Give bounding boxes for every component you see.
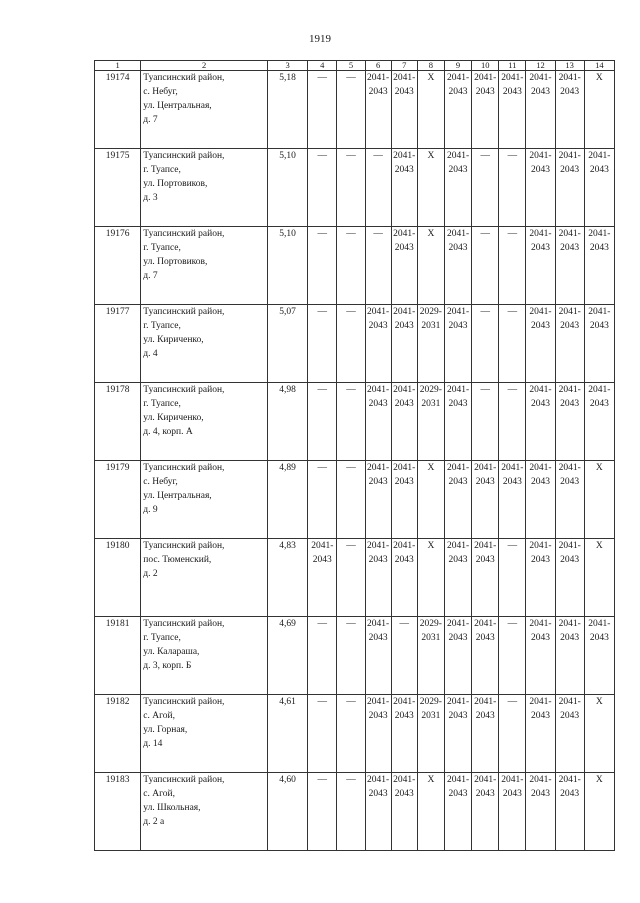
address-line: с. Агой, [143, 789, 175, 799]
column-number-header: 9 [444, 61, 471, 71]
schedule-cell: — [472, 383, 499, 461]
address-line: д. 9 [143, 505, 158, 515]
address-line: ул. Калараша, [143, 647, 200, 657]
schedule-cell: 2041- 2043 [444, 305, 471, 383]
table-row [95, 461, 615, 539]
column-number-header: 1 [95, 61, 141, 71]
schedule-cell: 2041- 2043 [555, 149, 584, 227]
address-line: Туапсинский район, [143, 463, 225, 473]
row-id-cell: 19183 [95, 773, 141, 851]
address-line: д. 4 [143, 349, 158, 359]
address-cell [141, 227, 268, 305]
area-value-cell: 4,89 [267, 461, 307, 539]
address-cell [141, 71, 268, 149]
address-line: Туапсинский район, [143, 541, 225, 551]
schedule-cell: 2041- 2043 [584, 383, 614, 461]
schedule-cell: 2041- 2043 [365, 383, 391, 461]
schedule-cell: 2041- 2043 [391, 149, 417, 227]
table-row [95, 305, 615, 383]
row-id-cell: 19177 [95, 305, 141, 383]
address-line: г. Туапсе, [143, 399, 181, 409]
schedule-cell: 2041- 2043 [526, 773, 555, 851]
address-line: д. 3 [143, 193, 158, 203]
address-line: ул. Портовиков, [143, 257, 208, 267]
schedule-cell: 2041- 2043 [555, 71, 584, 149]
column-number-header: 8 [417, 61, 444, 71]
row-id-cell: 19179 [95, 461, 141, 539]
schedule-cell: — [337, 539, 365, 617]
address-cell [141, 305, 268, 383]
schedule-cell: — [337, 383, 365, 461]
address-line: Туапсинский район, [143, 619, 225, 629]
row-id-cell: 19174 [95, 71, 141, 149]
schedule-cell: — [337, 227, 365, 305]
schedule-cell: 2041- 2043 [444, 71, 471, 149]
schedule-cell: 2041- 2043 [526, 695, 555, 773]
schedule-cell: 2041- 2043 [391, 71, 417, 149]
schedule-cell: 2041- 2043 [444, 461, 471, 539]
schedule-cell: — [472, 227, 499, 305]
address-cell [141, 149, 268, 227]
schedule-cell: X [417, 149, 444, 227]
column-number-header: 13 [555, 61, 584, 71]
column-number-header: 12 [526, 61, 555, 71]
address-line: ул. Кириченко, [143, 335, 204, 345]
schedule-cell: 2041- 2043 [526, 149, 555, 227]
schedule-cell: — [308, 695, 337, 773]
address-line: д. 4, корп. А [143, 427, 193, 437]
schedule-cell: 2041- 2043 [584, 617, 614, 695]
address-line: ул. Школьная, [143, 803, 201, 813]
schedule-cell: 2041- 2043 [555, 539, 584, 617]
address-cell [141, 383, 268, 461]
row-id-cell: 19181 [95, 617, 141, 695]
schedule-cell: — [391, 617, 417, 695]
address-line: Туапсинский район, [143, 385, 225, 395]
table-row [95, 71, 615, 149]
schedule-cell: 2041- 2043 [365, 305, 391, 383]
schedule-cell: 2029- 2031 [417, 383, 444, 461]
schedule-cell: X [584, 71, 614, 149]
area-value-cell: 4,60 [267, 773, 307, 851]
schedule-cell: 2041- 2043 [308, 539, 337, 617]
column-number-header: 6 [365, 61, 391, 71]
page-number: 1919 [309, 33, 331, 45]
address-line: с. Небуг, [143, 477, 178, 487]
schedule-cell: — [472, 305, 499, 383]
column-number-header: 5 [337, 61, 365, 71]
address-line: д. 14 [143, 739, 163, 749]
area-value-cell: 5,10 [267, 227, 307, 305]
schedule-cell: 2041- 2043 [444, 149, 471, 227]
schedule-cell: — [308, 305, 337, 383]
schedule-cell: 2041- 2043 [365, 773, 391, 851]
schedule-cell: 2041- 2043 [444, 227, 471, 305]
address-cell [141, 539, 268, 617]
column-number-row [95, 61, 615, 71]
area-value-cell: 5,10 [267, 149, 307, 227]
address-line: д. 7 [143, 271, 158, 281]
schedule-cell: X [417, 773, 444, 851]
area-value-cell: 4,61 [267, 695, 307, 773]
schedule-cell: — [308, 71, 337, 149]
schedule-cell: 2041- 2043 [444, 383, 471, 461]
schedule-cell: — [308, 227, 337, 305]
address-line: г. Туапсе, [143, 633, 181, 643]
schedule-cell: — [337, 461, 365, 539]
schedule-cell: 2041- 2043 [555, 305, 584, 383]
address-line: Туапсинский район, [143, 229, 225, 239]
schedule-cell: X [584, 695, 614, 773]
schedule-cell: — [499, 149, 526, 227]
schedule-cell: 2041- 2043 [499, 461, 526, 539]
schedule-cell: — [365, 227, 391, 305]
table-row [95, 149, 615, 227]
schedule-cell: 2041- 2043 [499, 773, 526, 851]
address-cell [141, 773, 268, 851]
address-line: пос. Тюменский, [143, 555, 212, 565]
column-number-header: 2 [141, 61, 268, 71]
address-line: ул. Центральная, [143, 491, 212, 501]
schedule-cell: X [417, 539, 444, 617]
schedule-cell: 2041- 2043 [365, 695, 391, 773]
schedule-cell: 2041- 2043 [555, 695, 584, 773]
housing-repair-schedule-table [94, 60, 615, 851]
schedule-cell: X [417, 71, 444, 149]
schedule-cell: 2041- 2043 [444, 539, 471, 617]
schedule-cell: 2041- 2043 [391, 539, 417, 617]
address-line: г. Туапсе, [143, 321, 181, 331]
column-number-header: 14 [584, 61, 614, 71]
schedule-cell: 2041- 2043 [444, 773, 471, 851]
address-line: д. 7 [143, 115, 158, 125]
schedule-cell: 2041- 2043 [499, 71, 526, 149]
schedule-cell: 2041- 2043 [526, 617, 555, 695]
schedule-cell: — [337, 149, 365, 227]
area-value-cell: 4,98 [267, 383, 307, 461]
address-cell [141, 695, 268, 773]
schedule-cell: 2041- 2043 [391, 773, 417, 851]
area-value-cell: 4,83 [267, 539, 307, 617]
schedule-cell: — [499, 383, 526, 461]
row-id-cell: 19182 [95, 695, 141, 773]
address-line: Туапсинский район, [143, 73, 225, 83]
column-number-header: 7 [391, 61, 417, 71]
schedule-cell: X [417, 461, 444, 539]
schedule-cell: 2041- 2043 [526, 539, 555, 617]
schedule-cell: 2041- 2043 [555, 773, 584, 851]
table-row [95, 539, 615, 617]
row-id-cell: 19176 [95, 227, 141, 305]
row-id-cell: 19180 [95, 539, 141, 617]
row-id-cell: 19175 [95, 149, 141, 227]
schedule-cell: 2041- 2043 [472, 71, 499, 149]
schedule-cell: 2041- 2043 [526, 71, 555, 149]
schedule-cell: 2041- 2043 [444, 695, 471, 773]
row-id-cell: 19178 [95, 383, 141, 461]
table-row [95, 227, 615, 305]
schedule-cell: — [308, 617, 337, 695]
schedule-cell: — [499, 539, 526, 617]
schedule-cell: 2041- 2043 [391, 461, 417, 539]
schedule-cell: 2041- 2043 [391, 305, 417, 383]
schedule-cell: 2041- 2043 [365, 461, 391, 539]
address-line: ул. Центральная, [143, 101, 212, 111]
schedule-cell: 2041- 2043 [555, 461, 584, 539]
schedule-cell: 2029- 2031 [417, 617, 444, 695]
area-value-cell: 5,07 [267, 305, 307, 383]
schedule-cell: — [308, 461, 337, 539]
schedule-cell: — [308, 149, 337, 227]
schedule-cell: 2041- 2043 [584, 149, 614, 227]
schedule-cell: 2041- 2043 [365, 539, 391, 617]
address-line: Туапсинский район, [143, 697, 225, 707]
schedule-cell: — [472, 149, 499, 227]
schedule-cell: — [337, 773, 365, 851]
schedule-cell: X [584, 461, 614, 539]
table-row [95, 695, 615, 773]
schedule-cell: — [337, 305, 365, 383]
schedule-cell: 2041- 2043 [391, 383, 417, 461]
address-line: д. 2 [143, 569, 158, 579]
schedule-cell: 2041- 2043 [472, 617, 499, 695]
area-value-cell: 5,18 [267, 71, 307, 149]
schedule-cell: 2041- 2043 [472, 461, 499, 539]
schedule-cell: X [417, 227, 444, 305]
schedule-cell: X [584, 539, 614, 617]
schedule-cell: 2041- 2043 [555, 227, 584, 305]
schedule-cell: — [337, 71, 365, 149]
address-line: Туапсинский район, [143, 307, 225, 317]
address-line: ул. Портовиков, [143, 179, 208, 189]
column-number-header: 11 [499, 61, 526, 71]
schedule-cell: — [308, 773, 337, 851]
address-line: г. Туапсе, [143, 165, 181, 175]
schedule-cell: — [365, 149, 391, 227]
schedule-cell: X [584, 773, 614, 851]
table-row [95, 773, 615, 851]
schedule-cell: — [499, 227, 526, 305]
schedule-cell: — [308, 383, 337, 461]
address-line: ул. Горная, [143, 725, 188, 735]
schedule-cell: 2041- 2043 [526, 305, 555, 383]
table-row [95, 617, 615, 695]
schedule-cell: 2041- 2043 [555, 617, 584, 695]
schedule-cell: — [499, 305, 526, 383]
schedule-cell: — [337, 617, 365, 695]
schedule-cell: 2041- 2043 [555, 383, 584, 461]
address-line: г. Туапсе, [143, 243, 181, 253]
schedule-cell: 2041- 2043 [472, 539, 499, 617]
schedule-cell: 2041- 2043 [526, 227, 555, 305]
schedule-cell: 2041- 2043 [526, 383, 555, 461]
schedule-cell: 2041- 2043 [365, 617, 391, 695]
address-cell [141, 461, 268, 539]
schedule-cell: 2029- 2031 [417, 305, 444, 383]
address-line: Туапсинский район, [143, 151, 225, 161]
address-line: ул. Кириченко, [143, 413, 204, 423]
schedule-cell: 2041- 2043 [391, 695, 417, 773]
schedule-cell: 2041- 2043 [584, 227, 614, 305]
column-number-header: 10 [472, 61, 499, 71]
schedule-cell: 2041- 2043 [472, 695, 499, 773]
address-line: Туапсинский район, [143, 775, 225, 785]
address-line: д. 3, корп. Б [143, 661, 192, 671]
column-number-header: 4 [308, 61, 337, 71]
table-row [95, 383, 615, 461]
schedule-cell: 2041- 2043 [584, 305, 614, 383]
schedule-cell: 2041- 2043 [365, 71, 391, 149]
schedule-cell: — [337, 695, 365, 773]
schedule-cell: 2041- 2043 [444, 617, 471, 695]
address-line: д. 2 а [143, 817, 165, 827]
schedule-cell: — [499, 617, 526, 695]
address-cell [141, 617, 268, 695]
address-line: с. Небуг, [143, 87, 178, 97]
schedule-cell: — [499, 695, 526, 773]
schedule-cell: 2029- 2031 [417, 695, 444, 773]
column-number-header: 3 [267, 61, 307, 71]
schedule-cell: 2041- 2043 [526, 461, 555, 539]
address-line: с. Агой, [143, 711, 175, 721]
schedule-cell: 2041- 2043 [472, 773, 499, 851]
schedule-cell: 2041- 2043 [391, 227, 417, 305]
area-value-cell: 4,69 [267, 617, 307, 695]
